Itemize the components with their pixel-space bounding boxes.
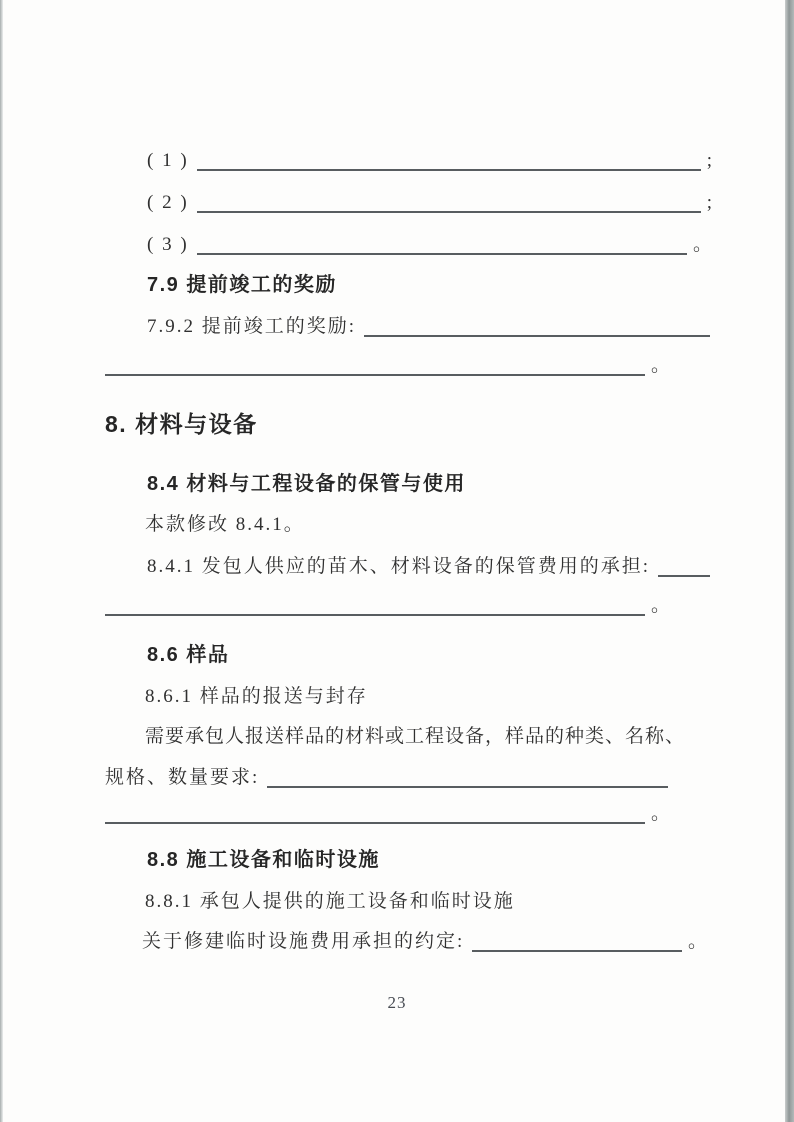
heading-7-9: 7.9 提前竣工的奖励 (147, 274, 337, 296)
blank-line (105, 613, 645, 616)
list-item-1-label: ( 1 ) (147, 150, 189, 171)
list-item-1-punct: ; (706, 150, 712, 171)
subclause-8-6-1: 8.6.1 样品的报送与封存 (145, 686, 368, 707)
blank-line (472, 949, 682, 952)
blank-line (197, 210, 701, 213)
blank-line (658, 574, 710, 577)
list-item-2-label: ( 2 ) (147, 192, 189, 213)
list-item-3-punct: 。 (692, 234, 712, 255)
clause-8-4-1-text: 8.4.1 发包人供应的苗木、材料设备的保管费用的承担: (147, 556, 651, 577)
clause-8-8-punct: 。 (687, 931, 707, 952)
blank-line (364, 334, 710, 337)
list-item-3-label: ( 3 ) (147, 234, 189, 255)
blank-line (197, 168, 701, 171)
note-8-4: 本款修改 8.4.1。 (145, 514, 305, 535)
clause-8-4-1-continuation (105, 592, 670, 619)
clause-8-4-1 (105, 553, 712, 580)
blank-line (105, 821, 645, 824)
heading-8-6: 8.6 样品 (147, 644, 230, 666)
scan-edge-right (785, 0, 794, 1122)
subclause-8-8-1: 8.8.1 承包人提供的施工设备和临时设施 (145, 891, 515, 912)
blank-line (197, 252, 687, 255)
heading-8-8: 8.8 施工设备和临时设施 (147, 849, 380, 871)
paragraph-8-6-line2-text: 规格、数量要求: (105, 767, 260, 788)
clause-7-9-2 (105, 313, 712, 340)
page-number: 23 (387, 993, 407, 1012)
clause-7-9-2-continuation (105, 352, 670, 379)
blank-line (105, 373, 645, 376)
list-item-2-punct: ; (706, 192, 712, 213)
clause-8-8-agreement (105, 928, 707, 955)
blank-line (267, 785, 668, 788)
scan-edge-left (0, 0, 3, 1122)
list-item-3 (105, 231, 712, 258)
clause-7-9-2-punct: 。 (650, 355, 670, 376)
heading-8-4: 8.4 材料与工程设备的保管与使用 (147, 473, 466, 495)
clause-8-4-1-punct: 。 (650, 595, 670, 616)
paragraph-8-6-continuation (105, 800, 670, 827)
paragraph-8-6-line1: 需要承包人报送样品的材料或工程设备，样品的种类、名称、 (145, 726, 686, 747)
list-item-1 (105, 147, 712, 174)
heading-chapter-8: 8. 材料与设备 (105, 411, 258, 437)
paragraph-8-6-line2 (105, 764, 670, 791)
clause-8-8-text: 关于修建临时设施费用承担的约定: (142, 931, 465, 952)
clause-7-9-2-text: 7.9.2 提前竣工的奖励: (147, 316, 357, 337)
paragraph-8-6-punct: 。 (650, 803, 670, 824)
list-item-2 (105, 189, 712, 216)
